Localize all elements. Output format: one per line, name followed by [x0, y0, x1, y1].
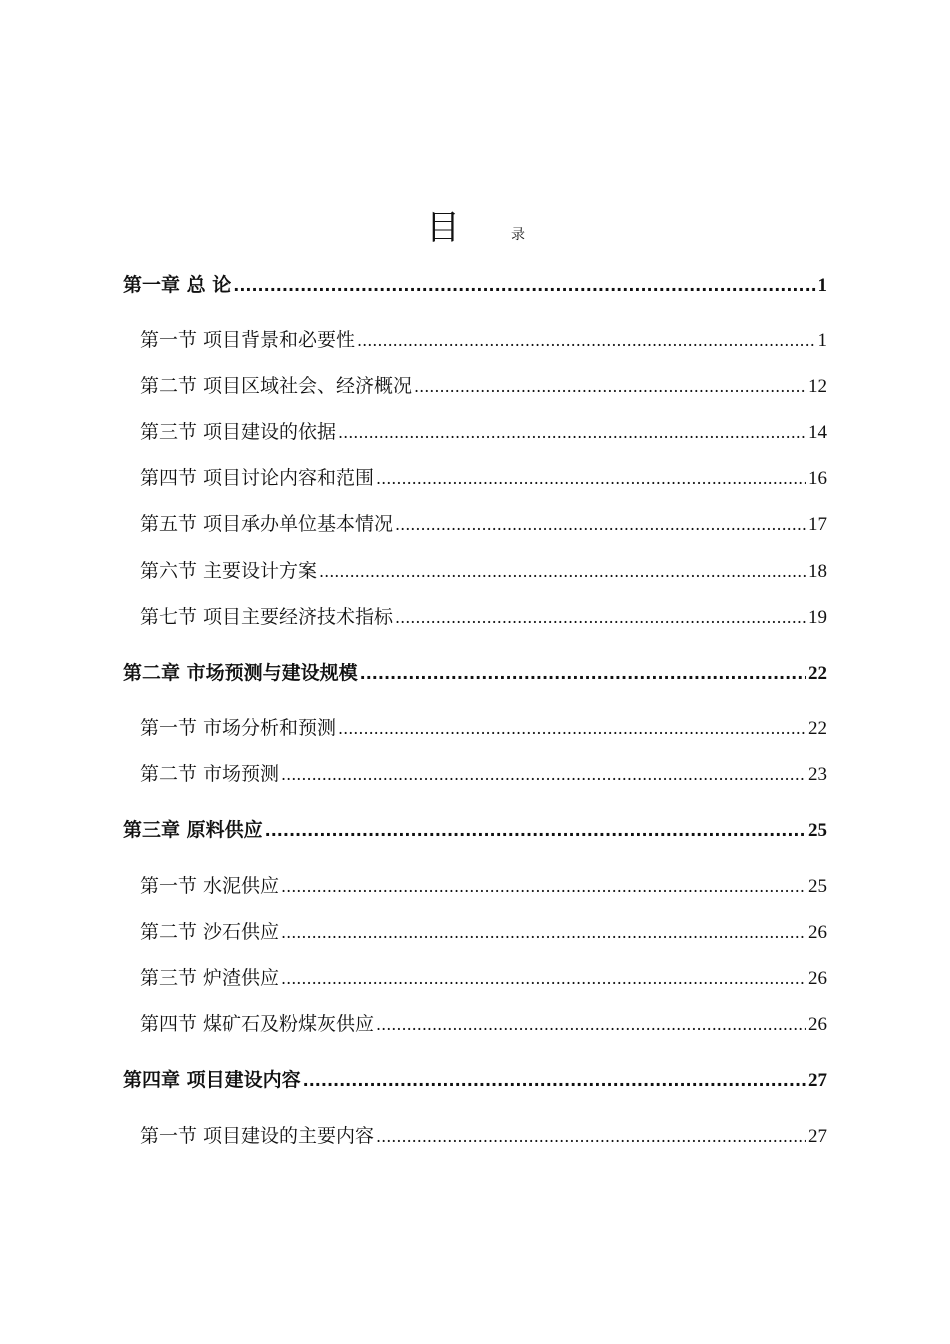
toc-section-1-7[interactable]	[140, 602, 827, 632]
dot-leader	[376, 464, 806, 494]
toc-entry-label: 第四节 煤矿石及粉煤灰供应	[140, 1013, 375, 1035]
toc-page-number: 25	[808, 876, 827, 897]
toc-section-2-2[interactable]	[140, 759, 827, 789]
toc-entry-label: 第三章 原料供应	[123, 819, 263, 841]
toc-entry-label: 第五节 项目承办单位基本情况	[140, 513, 394, 535]
toc-page-number: 12	[808, 376, 827, 397]
toc-section-1-3[interactable]	[140, 417, 827, 447]
dot-leader	[414, 372, 806, 402]
toc-section-3-4[interactable]	[140, 1009, 827, 1039]
dot-leader	[265, 816, 806, 846]
dot-leader	[338, 714, 806, 744]
toc-chapter-2[interactable]	[123, 658, 827, 688]
toc-section-3-2[interactable]	[140, 917, 827, 947]
toc-title	[0, 208, 950, 252]
toc-page-number: 17	[808, 514, 827, 535]
toc-page-number: 26	[808, 1014, 827, 1035]
toc-section-4-1[interactable]	[140, 1121, 827, 1151]
toc-section-3-1[interactable]	[140, 871, 827, 901]
toc-page-number: 26	[808, 968, 827, 989]
toc-entry-label: 第一节 项目背景和必要性	[140, 329, 356, 351]
dot-leader	[357, 326, 815, 356]
dot-leader	[376, 1010, 806, 1040]
toc-section-1-1[interactable]	[140, 325, 827, 355]
toc-section-1-2[interactable]	[140, 371, 827, 401]
toc-entry-label: 第二节 项目区域社会、经济概况	[140, 375, 413, 397]
dot-leader	[281, 760, 806, 790]
dot-leader	[395, 510, 806, 540]
dot-leader	[338, 418, 806, 448]
dot-leader	[281, 918, 806, 948]
toc-entry-label: 第一节 项目建设的主要内容	[140, 1125, 375, 1147]
dot-leader	[233, 271, 815, 301]
dot-leader	[395, 603, 806, 633]
toc-entry-label: 第二节 市场预测	[140, 763, 280, 785]
toc-page-number: 1	[817, 330, 827, 351]
toc-page-number: 1	[817, 275, 827, 296]
dot-leader	[303, 1066, 806, 1096]
toc-chapter-4[interactable]	[123, 1065, 827, 1095]
dot-leader	[376, 1122, 806, 1152]
toc-entry-label: 第二章 市场预测与建设规模	[123, 662, 358, 684]
toc-entry-label: 第三节 炉渣供应	[140, 967, 280, 989]
dot-leader	[281, 872, 806, 902]
toc-page-number: 18	[808, 561, 827, 582]
toc-page-number: 23	[808, 764, 827, 785]
dot-leader	[319, 557, 806, 587]
toc-page-number: 26	[808, 922, 827, 943]
toc-page-number: 22	[808, 663, 827, 684]
toc-entry-label: 第一节 水泥供应	[140, 875, 280, 897]
toc-entry-label: 第四章 项目建设内容	[123, 1069, 301, 1091]
toc-page-number: 27	[808, 1070, 827, 1091]
toc-page-number: 22	[808, 718, 827, 739]
toc-entry-label: 第二节 沙石供应	[140, 921, 280, 943]
toc-section-1-6[interactable]	[140, 556, 827, 586]
toc-chapter-1[interactable]	[123, 270, 827, 300]
toc-page-number: 14	[808, 422, 827, 443]
toc-entry-label: 第三节 项目建设的依据	[140, 421, 337, 443]
toc-section-1-4[interactable]	[140, 463, 827, 493]
toc-title-secondary: 录	[511, 227, 525, 243]
toc-page-number: 27	[808, 1126, 827, 1147]
toc-section-1-5[interactable]	[140, 509, 827, 539]
toc-chapter-3[interactable]	[123, 815, 827, 845]
toc-entry-label: 第四节 项目讨论内容和范围	[140, 467, 375, 489]
toc-title-main: 目	[426, 208, 460, 248]
toc-section-2-1[interactable]	[140, 713, 827, 743]
toc-page-number: 19	[808, 607, 827, 628]
toc-section-3-3[interactable]	[140, 963, 827, 993]
toc-entry-label: 第七节 项目主要经济技术指标	[140, 606, 394, 628]
toc-page-number: 25	[808, 820, 827, 841]
dot-leader	[360, 659, 806, 689]
toc-entry-label: 第六节 主要设计方案	[140, 560, 318, 582]
dot-leader	[281, 964, 806, 994]
toc-entry-label: 第一章 总 论	[123, 274, 232, 296]
toc-entry-label: 第一节 市场分析和预测	[140, 717, 337, 739]
toc-page-number: 16	[808, 468, 827, 489]
